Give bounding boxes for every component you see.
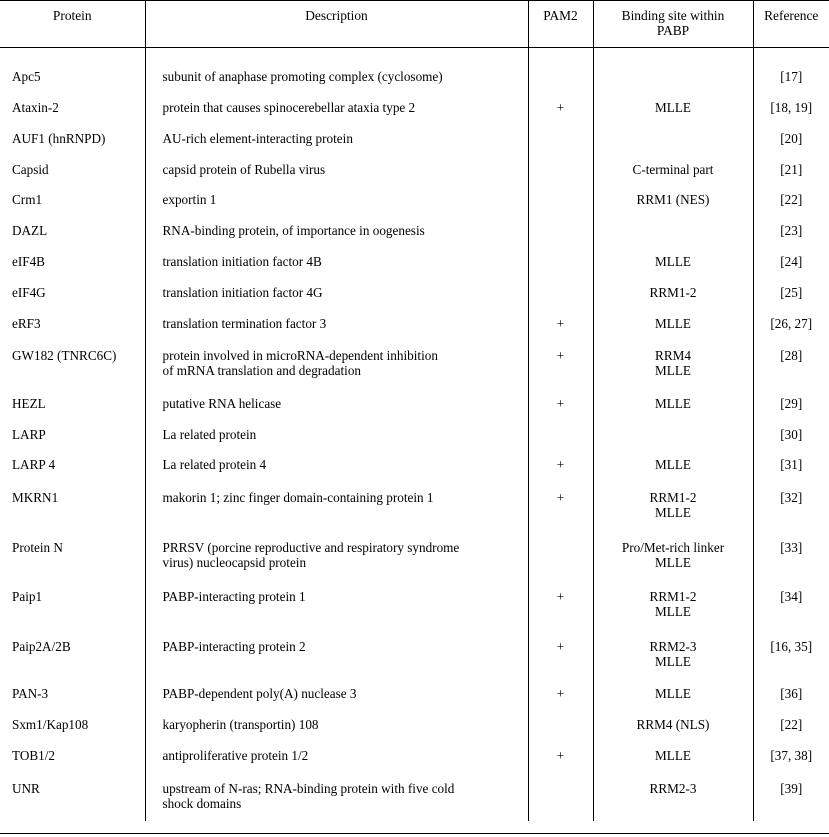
column-header-binding-site xyxy=(593,1,753,48)
cell-binding-site xyxy=(593,247,753,278)
table-row xyxy=(0,309,829,340)
cell-protein xyxy=(0,679,145,710)
table-row xyxy=(0,420,829,451)
cell-binding-site xyxy=(593,309,753,340)
protein-name: Protein N xyxy=(12,539,63,555)
cell-binding-site xyxy=(593,772,753,822)
binding-site-text xyxy=(594,590,753,620)
pam2-marker: + xyxy=(556,748,565,764)
cell-description xyxy=(145,309,528,340)
description-line-1: karyopherin (transportin) 108 xyxy=(162,717,319,733)
protein-name: eRF3 xyxy=(12,315,41,331)
cell-binding-site xyxy=(593,741,753,772)
binding-site-text xyxy=(594,317,753,332)
cell-description xyxy=(145,450,528,481)
binding-site-line-1: C-terminal part xyxy=(632,161,714,177)
protein-name: Paip2A/2B xyxy=(12,638,71,654)
table-row xyxy=(0,278,829,309)
cell-reference xyxy=(753,450,829,481)
binding-site-line-1: RRM2-3 xyxy=(649,638,697,654)
binding-site-line-1: MLLE xyxy=(655,100,691,116)
cell-description xyxy=(145,278,528,309)
cell-description xyxy=(145,62,528,93)
cell-description xyxy=(145,531,528,581)
footer-spacer-row xyxy=(0,821,829,834)
cell-protein xyxy=(0,741,145,772)
pam2-marker: + xyxy=(556,315,565,331)
description-line-1: translation termination factor 3 xyxy=(162,315,327,331)
cell-description xyxy=(145,710,528,741)
cell-pam2 xyxy=(528,679,593,710)
protein-name: GW182 (TNRC6C) xyxy=(12,348,117,364)
cell-reference xyxy=(753,710,829,741)
cell-pam2 xyxy=(528,389,593,420)
table-row xyxy=(0,155,829,186)
binding-site-line-1: MLLE xyxy=(655,315,691,331)
cell-protein xyxy=(0,580,145,630)
cell-description xyxy=(145,679,528,710)
table-row xyxy=(0,93,829,124)
table-bottom-rule xyxy=(0,834,829,835)
cell-description xyxy=(145,93,528,124)
table-row xyxy=(0,630,829,680)
cell-reference xyxy=(753,185,829,216)
cell-description xyxy=(145,185,528,216)
column-header-pam2: PAM2 xyxy=(528,1,593,48)
protein-name: PAN-3 xyxy=(12,686,49,702)
cell-pam2 xyxy=(528,62,593,93)
reference-citation: [25] xyxy=(780,284,803,300)
cell-pam2 xyxy=(528,339,593,389)
footer-spacer-cell-protein xyxy=(0,821,145,834)
description-text xyxy=(146,491,528,506)
binding-site-line-1: MLLE xyxy=(655,395,691,411)
protein-name: HEZL xyxy=(12,395,46,411)
binding-site-line-1: RRM4 xyxy=(655,348,691,364)
binding-site-line-1: MLLE xyxy=(655,748,691,764)
description-line-1: PABP-dependent poly(A) nuclease 3 xyxy=(162,686,357,702)
cell-reference xyxy=(753,772,829,822)
cell-binding-site xyxy=(593,481,753,531)
cell-description xyxy=(145,339,528,389)
reference-citation: [18, 19] xyxy=(770,100,813,116)
cell-binding-site xyxy=(593,216,753,247)
binding-site-line-1: Pro/Met-rich linker xyxy=(621,539,725,555)
description-text xyxy=(146,286,528,301)
description-line-1: translation initiation factor 4B xyxy=(162,253,322,269)
binding-site-line-1: RRM2-3 xyxy=(649,780,697,796)
column-header-reference: Reference xyxy=(753,1,829,48)
footer-spacer-cell-description xyxy=(145,821,528,834)
binding-site-line-1: RRM4 (NLS) xyxy=(636,717,710,733)
description-line-1: RNA-binding protein, of importance in oogenesis xyxy=(162,223,425,239)
cell-pam2 xyxy=(528,309,593,340)
description-line-1: putative RNA helicase xyxy=(162,395,282,411)
binding-site-text xyxy=(594,163,753,178)
reference-citation: [26, 27] xyxy=(770,315,813,331)
header-spacer-row xyxy=(0,48,829,63)
cell-binding-site xyxy=(593,450,753,481)
binding-site-text xyxy=(594,640,753,670)
reference-citation: [33] xyxy=(780,539,803,555)
reference-citation: [28] xyxy=(780,348,803,364)
binding-site-text xyxy=(594,541,753,571)
reference-citation: [24] xyxy=(780,253,803,269)
binding-site-line-1: RRM1-2 xyxy=(649,284,697,300)
reference-citation: [36] xyxy=(780,686,803,702)
cell-protein xyxy=(0,389,145,420)
cell-pam2 xyxy=(528,630,593,680)
cell-binding-site xyxy=(593,679,753,710)
description-text xyxy=(146,718,528,733)
cell-binding-site xyxy=(593,339,753,389)
description-line-2: of mRNA translation and degradation xyxy=(162,363,362,379)
binding-site-text xyxy=(594,491,753,521)
table-row xyxy=(0,772,829,822)
cell-protein xyxy=(0,531,145,581)
cell-pam2 xyxy=(528,155,593,186)
cell-reference xyxy=(753,155,829,186)
pam2-marker: + xyxy=(556,686,565,702)
cell-reference xyxy=(753,389,829,420)
table-row xyxy=(0,389,829,420)
binding-site-text xyxy=(594,458,753,473)
cell-binding-site xyxy=(593,389,753,420)
protein-name: TOB1/2 xyxy=(12,748,55,764)
table-header xyxy=(0,1,829,48)
description-text xyxy=(146,541,528,571)
table-body xyxy=(0,48,829,822)
cell-description xyxy=(145,741,528,772)
description-text xyxy=(146,193,528,208)
description-text xyxy=(146,428,528,443)
reference-citation: [34] xyxy=(780,589,803,605)
column-header-protein: Protein xyxy=(0,1,145,48)
binding-site-line-1: RRM1-2 xyxy=(649,490,697,506)
column-header-description: Description xyxy=(145,1,528,48)
binding-site-line-2: MLLE xyxy=(655,554,691,570)
header-row xyxy=(0,1,829,48)
description-line-1: La related protein xyxy=(162,426,257,442)
cell-protein xyxy=(0,309,145,340)
protein-name: eIF4G xyxy=(12,284,46,300)
reference-citation: [31] xyxy=(780,457,803,473)
cell-reference xyxy=(753,580,829,630)
cell-pam2 xyxy=(528,481,593,531)
description-text xyxy=(146,782,528,812)
reference-citation: [20] xyxy=(780,130,803,146)
cell-reference xyxy=(753,278,829,309)
pam2-marker: + xyxy=(556,395,565,411)
binding-site-line-2: MLLE xyxy=(655,363,691,379)
cell-pam2 xyxy=(528,420,593,451)
description-line-1: capsid protein of Rubella virus xyxy=(162,161,326,177)
reference-citation: [29] xyxy=(780,395,803,411)
description-text xyxy=(146,317,528,332)
spacer-cell-description xyxy=(145,48,528,63)
cell-protein xyxy=(0,62,145,93)
cell-pam2 xyxy=(528,278,593,309)
description-line-1: PABP-interacting protein 1 xyxy=(162,589,306,605)
cell-pam2 xyxy=(528,741,593,772)
cell-reference xyxy=(753,741,829,772)
description-line-1: La related protein 4 xyxy=(162,457,267,473)
reference-citation: [39] xyxy=(780,780,803,796)
description-line-2: virus) nucleocapsid protein xyxy=(162,554,307,570)
reference-citation: [21] xyxy=(780,161,803,177)
cell-binding-site xyxy=(593,124,753,155)
cell-pam2 xyxy=(528,580,593,630)
cell-binding-site xyxy=(593,710,753,741)
cell-pam2 xyxy=(528,450,593,481)
binding-site-text xyxy=(594,255,753,270)
pam2-marker: + xyxy=(556,457,565,473)
description-line-1: antiproliferative protein 1/2 xyxy=(162,748,309,764)
table-row xyxy=(0,710,829,741)
binding-site-line-2: MLLE xyxy=(655,505,691,520)
binding-site-text xyxy=(594,193,753,208)
cell-protein xyxy=(0,420,145,451)
binding-site-text xyxy=(594,101,753,116)
cell-binding-site xyxy=(593,630,753,680)
footer-spacer-cell-pam2 xyxy=(528,821,593,834)
protein-name: MKRN1 xyxy=(12,490,59,506)
cell-pam2 xyxy=(528,247,593,278)
description-text xyxy=(146,349,528,379)
cell-binding-site xyxy=(593,420,753,451)
cell-protein xyxy=(0,216,145,247)
cell-description xyxy=(145,481,528,531)
cell-reference xyxy=(753,62,829,93)
description-line-1: protein involved in microRNA-dependent inhibition xyxy=(162,348,438,364)
cell-protein xyxy=(0,278,145,309)
protein-name: LARP 4 xyxy=(12,457,56,473)
description-line-1: PRRSV (porcine reproductive and respiratory syndrome xyxy=(162,539,460,555)
cell-reference xyxy=(753,309,829,340)
spacer-cell-binding xyxy=(593,48,753,63)
reference-citation: [32] xyxy=(780,490,803,506)
protein-name: Capsid xyxy=(12,161,49,177)
table-row xyxy=(0,62,829,93)
spacer-cell-reference xyxy=(753,48,829,63)
binding-site-line-1: MLLE xyxy=(655,686,691,702)
pam2-marker: + xyxy=(556,638,565,654)
description-text xyxy=(146,163,528,178)
reference-citation: [17] xyxy=(780,69,803,85)
footer-spacer-cell-reference xyxy=(753,821,829,834)
binding-site-line-1: MLLE xyxy=(655,253,691,269)
protein-name: Sxm1/Kap108 xyxy=(12,717,89,733)
binding-site-line-2: MLLE xyxy=(655,604,691,620)
cell-description xyxy=(145,216,528,247)
description-text xyxy=(146,70,528,85)
description-line-2: shock domains xyxy=(162,795,242,811)
binding-site-line-2: MLLE xyxy=(655,653,691,669)
description-line-1: AU-rich element-interacting protein xyxy=(162,130,353,146)
cell-protein xyxy=(0,124,145,155)
pam2-marker: + xyxy=(556,100,565,116)
pam2-marker: + xyxy=(556,589,565,605)
cell-reference xyxy=(753,247,829,278)
cell-binding-site xyxy=(593,155,753,186)
cell-description xyxy=(145,772,528,822)
cell-description xyxy=(145,155,528,186)
cell-binding-site xyxy=(593,278,753,309)
bottom-rule-cell xyxy=(0,834,829,835)
cell-reference xyxy=(753,339,829,389)
table-footer xyxy=(0,821,829,834)
binding-site-line-1: RRM1 (NES) xyxy=(636,192,710,208)
cell-protein xyxy=(0,710,145,741)
cell-protein xyxy=(0,339,145,389)
cell-binding-site xyxy=(593,93,753,124)
cell-description xyxy=(145,247,528,278)
binding-site-text xyxy=(594,749,753,764)
cell-binding-site xyxy=(593,62,753,93)
cell-protein xyxy=(0,450,145,481)
description-text xyxy=(146,640,528,655)
cell-reference xyxy=(753,481,829,531)
protein-name: eIF4B xyxy=(12,253,45,269)
cell-description xyxy=(145,580,528,630)
binding-site-text xyxy=(594,349,753,379)
table-row xyxy=(0,580,829,630)
protein-name: LARP xyxy=(12,426,46,442)
cell-protein xyxy=(0,772,145,822)
cell-pam2 xyxy=(528,185,593,216)
description-line-1: makorin 1; zinc finger domain-containing protein 1 xyxy=(162,490,434,506)
description-text xyxy=(146,458,528,473)
spacer-cell-protein xyxy=(0,48,145,63)
cell-description xyxy=(145,389,528,420)
binding-site-text xyxy=(594,718,753,733)
spacer-cell-pam2 xyxy=(528,48,593,63)
table-row xyxy=(0,339,829,389)
description-text xyxy=(146,224,528,239)
protein-name: AUF1 (hnRNPD) xyxy=(12,130,106,146)
cell-binding-site xyxy=(593,531,753,581)
binding-site-line-1: MLLE xyxy=(655,457,691,473)
protein-name: Paip1 xyxy=(12,589,43,605)
protein-name: Ataxin-2 xyxy=(12,100,59,116)
table-row xyxy=(0,247,829,278)
cell-reference xyxy=(753,124,829,155)
cell-protein xyxy=(0,155,145,186)
description-text xyxy=(146,255,528,270)
description-text xyxy=(146,590,528,605)
cell-pam2 xyxy=(528,710,593,741)
cell-reference xyxy=(753,93,829,124)
reference-citation: [16, 35] xyxy=(770,638,813,654)
cell-binding-site xyxy=(593,580,753,630)
cell-pam2 xyxy=(528,124,593,155)
cell-description xyxy=(145,630,528,680)
cell-reference xyxy=(753,216,829,247)
cell-pam2 xyxy=(528,93,593,124)
pam2-marker: + xyxy=(556,490,565,506)
cell-description xyxy=(145,124,528,155)
binding-site-text xyxy=(594,397,753,412)
column-header-binding-site-line1: Binding site within xyxy=(621,8,725,23)
protein-name: UNR xyxy=(12,780,40,796)
protein-name: DAZL xyxy=(12,223,48,239)
protein-name: Apc5 xyxy=(12,69,41,85)
protein-name: Crm1 xyxy=(12,192,43,208)
table-row xyxy=(0,531,829,581)
reference-citation: [23] xyxy=(780,223,803,239)
description-text xyxy=(146,749,528,764)
table-row xyxy=(0,481,829,531)
description-text xyxy=(146,687,528,702)
cell-binding-site xyxy=(593,185,753,216)
description-line-1: PABP-interacting protein 2 xyxy=(162,638,306,654)
cell-pam2 xyxy=(528,216,593,247)
reference-citation: [37, 38] xyxy=(770,748,813,764)
cell-pam2 xyxy=(528,772,593,822)
description-line-1: translation initiation factor 4G xyxy=(162,284,323,300)
cell-protein xyxy=(0,481,145,531)
cell-description xyxy=(145,420,528,451)
table-row xyxy=(0,741,829,772)
cell-reference xyxy=(753,420,829,451)
footer-spacer-cell-binding xyxy=(593,821,753,834)
description-line-1: subunit of anaphase promoting complex (cyclosome) xyxy=(162,69,443,85)
table-row xyxy=(0,450,829,481)
cell-reference xyxy=(753,630,829,680)
binding-site-text xyxy=(594,286,753,301)
cell-reference xyxy=(753,679,829,710)
cell-reference xyxy=(753,531,829,581)
binding-site-text xyxy=(594,782,753,797)
description-text xyxy=(146,397,528,412)
table-row xyxy=(0,124,829,155)
pam2-marker: + xyxy=(556,348,565,364)
cell-pam2 xyxy=(528,531,593,581)
cell-protein xyxy=(0,185,145,216)
reference-citation: [22] xyxy=(780,717,803,733)
table-row xyxy=(0,216,829,247)
description-line-1: upstream of N-ras; RNA-binding protein with five cold xyxy=(162,780,455,796)
cell-protein xyxy=(0,93,145,124)
reference-citation: [30] xyxy=(780,426,803,442)
cell-protein xyxy=(0,247,145,278)
table-row xyxy=(0,185,829,216)
description-line-1: protein that causes spinocerebellar ataxia type 2 xyxy=(162,100,416,116)
description-text xyxy=(146,132,528,147)
cell-protein xyxy=(0,630,145,680)
table-row xyxy=(0,679,829,710)
column-header-binding-site-line2: PABP xyxy=(656,23,690,39)
binding-site-text xyxy=(594,687,753,702)
description-line-1: exportin 1 xyxy=(162,192,217,208)
reference-citation: [22] xyxy=(780,192,803,208)
binding-site-line-1: RRM1-2 xyxy=(649,589,697,605)
description-text xyxy=(146,101,528,116)
